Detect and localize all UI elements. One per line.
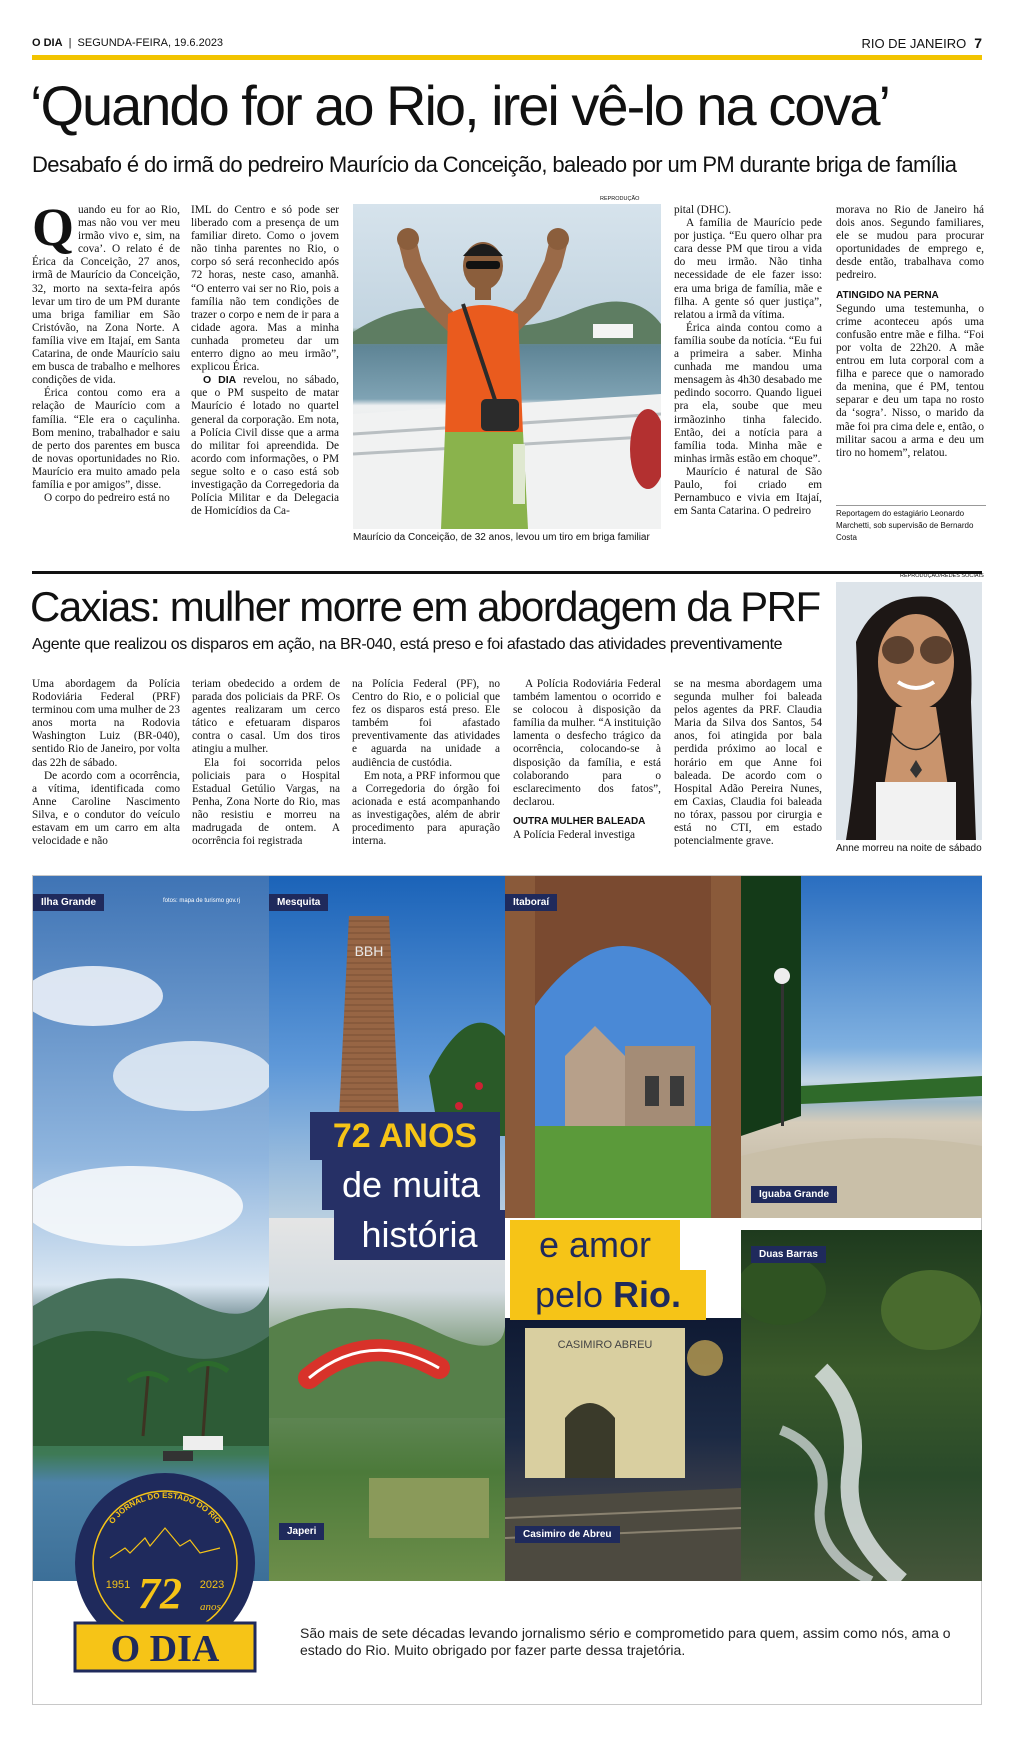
seal-ring-text: O JORNAL DO ESTADO DO RIO xyxy=(107,1490,223,1526)
page-number: 7 xyxy=(974,35,982,51)
story2-column-4 xyxy=(513,678,661,842)
location-tag: Casimiro de Abreu xyxy=(515,1526,620,1543)
section-rule xyxy=(32,571,982,574)
page-header xyxy=(32,33,982,53)
hero-e-amor: e amor xyxy=(510,1220,680,1270)
hero-historia: história xyxy=(334,1210,505,1260)
story2-headline: Caxias: mulher morre em abordagem da PRF xyxy=(30,583,820,630)
story1-para: pital (DHC). xyxy=(674,204,732,216)
facade-text: CASIMIRO ABREU xyxy=(557,1339,653,1351)
photo-credit: REPRODUÇÃO xyxy=(600,196,640,202)
seal-year-to: 2023 xyxy=(199,1579,225,1591)
story1-para: A família de Maurício pede por justiça. “Eu quero olhar pra cara desse PM que tirou a vida do meu irmão. Não tinha necessidade de ele fazer isso: era uma briga de família, mãe e filha. A gente só quer justiça”, relatou a irmã da vítima. xyxy=(674,217,822,321)
subsection-title: OUTRA MULHER BALEADA xyxy=(513,815,646,827)
hero-de-muita: de muita xyxy=(322,1160,500,1210)
drop-cap: Q xyxy=(32,197,75,257)
iguaba-grande-illustration xyxy=(741,876,982,1218)
story1-para: Érica ainda contou como a família soube da notícia. “Eu fui a primeira a saber. Minha cunhada me mandou uma mensagem às 4h30 desabado me pedindo socorro. Quando liguei pra ela, soube que meu irmãozinho tinha falecido. Então, dei a notícia para a família toda. Minha mãe e minhas irmãs estão em choque”. xyxy=(674,321,822,465)
story2-column-5 xyxy=(674,678,822,848)
lead-brand: O DIA xyxy=(203,374,237,387)
story1-column-3 xyxy=(674,204,822,518)
story2-para: De acordo com a ocorrência, a vítima, identificada como Anne Caroline Nascimento Silva, e o condutor do veículo estavam em um carro em alta velocidade e não xyxy=(32,769,180,848)
photo-note: fotos: mapa de turismo gov.rj xyxy=(163,898,240,904)
story2-column-2 xyxy=(192,678,340,848)
header-left: O DIA | SEGUNDA-FEIRA, 19.6.2023 xyxy=(32,37,224,49)
location-tag: Iguaba Grande xyxy=(751,1186,837,1203)
story2-para: teriam obedecido a ordem de parada dos policiais da PRF. Os agentes realizaram um cerco tático e efetuaram disparos contra o casal. Um dos tiros atingiu a mulher. xyxy=(192,678,340,756)
story1-para: uando eu for ao Rio, mas não vou ver meu irmão vivo e, sim, na cova’. O relato é de Érica da Conceição, 27 anos, irmã de Maurício da Conceição, 32, morto na sexta-feira após levar um tiro de um PM durante uma briga familiar em São Cristóvão, na Zona Norte. A família vive em Itajaí, em Santa Catarina, de onde Maurício saiu em busca de trabalho e melhores condições de vida. xyxy=(32,204,180,387)
story1-column-2 xyxy=(191,204,339,518)
photo-caption: Anne morreu na noite de sábado xyxy=(836,843,982,854)
story1-para: IML do Centro e só pode ser liberado com a presença de um familiar direto. Como o jovem não tinha parentes no Rio, o corpo só será reconhecido após 72 horas, neste caso, amanhã. “O enterro vai ser no Rio, pois a família não tem condições de trazer o corpo e nem de ir para a cidade agora. Mas a minha cunhada prometeu dar um enterro digno ao meu irmão”, explicou Érica. xyxy=(191,204,339,374)
hero-72-anos: 72 ANOS xyxy=(310,1112,500,1160)
location-tag: Itaboraí xyxy=(505,894,557,911)
casimiro-photo xyxy=(505,1318,741,1581)
story2-column-1 xyxy=(32,678,180,848)
location-tag: Ilha Grande xyxy=(33,894,104,911)
ad-tagline: São mais de sete décadas levando jornalismo sério e comprometido para quem, assim como nós, ama o estado do Rio. Muito obrigado por fazer parte dessa trajetória. xyxy=(300,1625,951,1658)
story2-subhead: Agente que realizou os disparos em ação, na BR-040, está preso e foi afastado das atividades preventivamente xyxy=(32,636,783,653)
story2-para: A Polícia Rodoviária Federal também lamentou o ocorrido e se colocou à disposição da família da mulher. “A instituição lamenta o desfecho trágico da ocorrência, colocando-se à disposição da família, e está colaborando para o esclarecimento dos fatos”, declarou. xyxy=(513,678,661,808)
victim-photo-illustration xyxy=(353,204,661,529)
story1-para: O corpo do pedreiro está no xyxy=(44,492,170,505)
duas-barras-illustration xyxy=(741,1230,982,1581)
location-tag: Duas Barras xyxy=(751,1246,826,1263)
story1-column-1 xyxy=(32,197,180,505)
story1-para: revelou, no sábado, que o PM suspeito de matar Maurício é lotado no quartel general da corporação. Em nota, a Polícia Civil disse que a arma do militar foi apreendida. De acordo com informações, o PM segue solto e o caso está sob investigação da Corregedoria da Polícia Militar e da Delegacia de Homicídios da Ca- xyxy=(191,374,340,518)
hero-pelo-rio xyxy=(510,1270,706,1320)
story2-para: Em nota, a PRF informou que a Corregedoria do órgão foi acionada e está acompanhando as investigações, além de abrir procedimento para apuração interna. xyxy=(352,769,500,848)
brand-label: O DIA xyxy=(32,37,63,49)
story1-para: Érica contou como era a relação de Maurício com a família. “Ele era o caçulinha. Bom menino, trabalhador e saiu de perto dos parentes em busca de novas oportunidades no Rio. Maurício era muito amado pela família e por amigos”, disse. xyxy=(32,387,180,491)
yellow-rule xyxy=(32,55,982,60)
story1-column-4 xyxy=(836,204,984,460)
story2-para: na Polícia Federal (PF), no Centro do Rio, e o policial que fez os disparos está preso. Ele também foi afastado preventivamente das atividades e aguarda na unidade a audiência de custódia. xyxy=(352,678,500,769)
story1-para: morava no Rio de Janeiro há dois anos. Segundo familiares, ele se mudou para procurar oportunidades de emprego e, desde então, trabalhava como pedreiro. xyxy=(836,204,984,282)
header-right xyxy=(861,35,982,51)
main-subhead: Desabafo é do irmã do pedreiro Maurício da Conceição, baleado por um PM durante briga de família xyxy=(32,152,957,177)
issue-date: SEGUNDA-FEIRA, 19.6.2023 xyxy=(77,37,224,49)
seal-graphic xyxy=(70,1468,260,1678)
japeri-photo xyxy=(269,1218,505,1581)
byline: Reportagem do estagiário Leonardo Marchetti, sob supervisão de Bernardo Costa xyxy=(836,505,986,544)
hero-rio: Rio. xyxy=(613,1274,682,1315)
duas-barras-photo xyxy=(741,1230,982,1581)
section-label: RIO DE JANEIRO xyxy=(861,36,967,51)
itaborai-illustration xyxy=(505,876,741,1218)
story2-para: se na mesma abordagem uma segunda mulher foi baleada pelos agentes da PRF. Claudia Maria da Silva dos Santos, 54 anos, foi atingida por bala perdida próximo ao local e horário em que Anne foi baleada. De acordo com o Hospital Adão Pereira Nunes, em Caxias, Claudia foi baleada no tórax, passou por cirurgia e está no CTI, em estado potencialmente grave. xyxy=(674,678,822,848)
story2-column-3 xyxy=(352,678,500,848)
portrait-illustration xyxy=(836,582,982,840)
seal-brand: O DIA xyxy=(110,1628,220,1670)
anniversary-seal xyxy=(70,1468,260,1678)
tower-letters: BBH xyxy=(354,943,384,959)
seal-year-from: 1951 xyxy=(105,1579,131,1591)
photo-caption: Maurício da Conceição, de 32 anos, levou um tiro em briga familiar xyxy=(353,532,650,543)
photo-credit: REPRODUÇÃO/REDES SOCIAIS xyxy=(900,573,984,579)
victim-photo xyxy=(353,204,661,529)
main-headline: ‘Quando for ao Rio, irei vê-lo na cova’ xyxy=(30,74,889,137)
location-tag: Mesquita xyxy=(269,894,328,911)
story1-para: Segundo uma testemunha, o crime aconteceu após uma confusão entre mãe e filha. “Foi por volta de 22h20. A mãe entrou em luta corporal com a filha e parece que o namorado da menina, que é PM, tentou separar e deu um tapa no rosto da ‘sogra’. Nisso, o marido da mãe foi pra cima dele e, então, o militar sacou a arma e deu um tiro no homem”, relatou. xyxy=(836,302,984,459)
itaborai-photo xyxy=(505,876,741,1218)
location-tag: Japeri xyxy=(279,1523,324,1540)
seal-number: 72 xyxy=(138,1569,182,1618)
story1-para: Maurício é natural de São Paulo, foi criado em Pernambuco e vivia em Itajaí, em Santa Catarina. O pedreiro xyxy=(674,465,822,518)
story2-para: Uma abordagem da Polícia Rodoviária Federal (PRF) terminou com uma mulher de 23 anos morta na Rodovia Washington Luiz (BR-040), sentido Rio de Janeiro, por volta das 22h de sábado. xyxy=(32,678,180,769)
iguaba-grande-photo xyxy=(741,876,982,1218)
victim-portrait xyxy=(836,582,982,840)
hero-pelo: pelo xyxy=(534,1274,614,1315)
story2-para: Ela foi socorrida pelos policiais para o Hospital Estadual Getúlio Vargas, na Penha, Zona Norte do Rio, mas não resistiu e morreu na madrugada de ontem. A ocorrência foi registrada xyxy=(192,756,340,848)
subsection-title: ATINGIDO NA PERNA xyxy=(836,289,939,301)
seal-anos: anos xyxy=(200,1601,221,1613)
story2-para: A Polícia Federal investiga xyxy=(513,829,636,842)
